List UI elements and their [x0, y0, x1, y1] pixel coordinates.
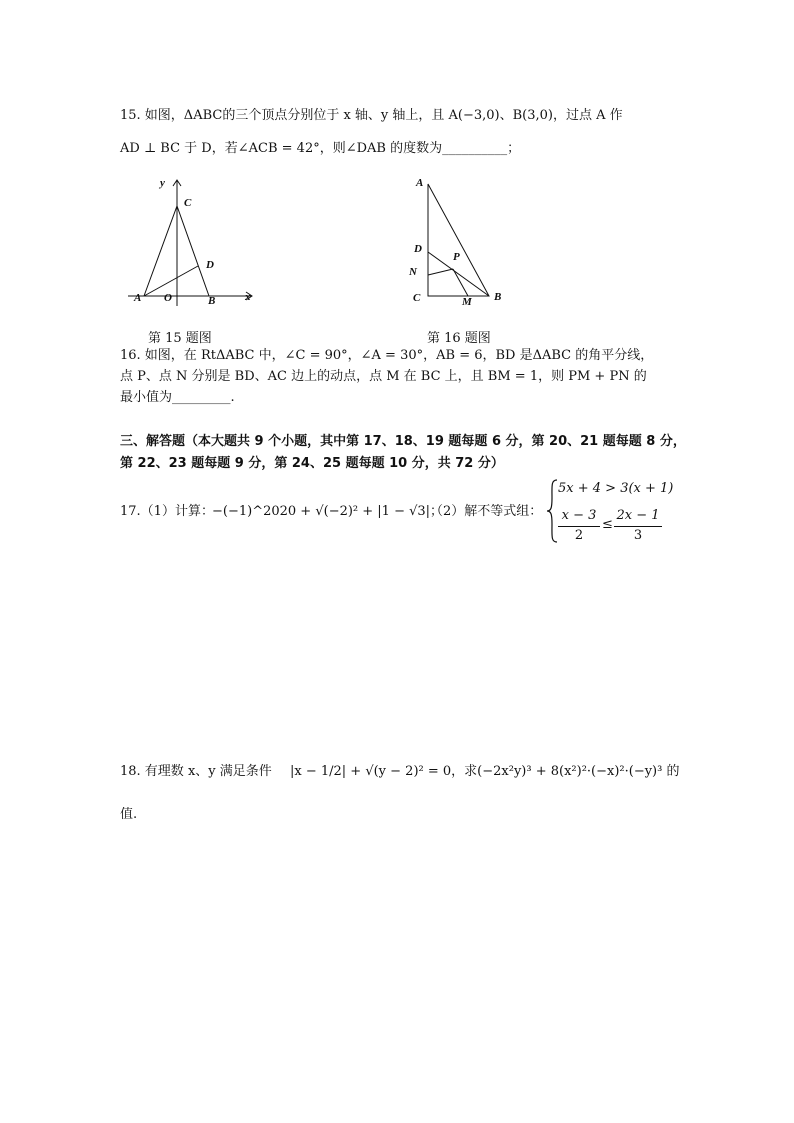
label-p: P: [453, 251, 460, 263]
q18-prefix: 18. 有理数 x、y 满足条件: [120, 764, 272, 779]
label-y: y: [160, 177, 165, 189]
q16-line3: 最小值为_________.: [120, 390, 235, 405]
fig16-caption: 第 16 题图: [427, 331, 491, 346]
ineq2-left-num: x − 3: [561, 508, 597, 523]
label-c: C: [184, 197, 192, 209]
q17-expr: −(−1)^2020 + √(−2)² + |1 − √3|；: [212, 504, 444, 519]
ineq2-op: ≤: [602, 517, 613, 532]
q15-line1: 15. 如图，ΔABC的三个顶点分别位于 x 轴、y 轴上，且 A(−3,0)、B(3,0)，过点 A 作: [120, 108, 623, 123]
q17-ineq1: 5x + 4 > 3(x + 1): [558, 481, 674, 496]
label-x: x: [245, 291, 251, 303]
section3-line2: 第 22、23 题每题 9 分，第 24、25 题每题 10 分，共 72 分）: [120, 456, 504, 471]
q17-prefix: 17.（1）计算：: [120, 504, 214, 519]
label-n: N: [409, 266, 417, 278]
label-b: B: [494, 291, 502, 303]
fig15-caption: 第 15 题图: [148, 331, 212, 346]
brace-icon: [545, 478, 559, 544]
segment-pm: [453, 269, 468, 296]
ineq2-right-den: 3: [633, 528, 643, 543]
q18-line2: 值.: [120, 807, 138, 822]
q15-line2: AD ⊥ BC 于 D，若∠ACB = 42°，则∠DAB 的度数为__________；: [120, 141, 521, 156]
label-d: D: [414, 243, 422, 255]
figure-16: [405, 172, 515, 312]
ineq2-left-den: 2: [574, 528, 584, 543]
label-m: M: [462, 296, 472, 308]
segment-pn: [428, 269, 453, 275]
label-a: A: [416, 177, 424, 189]
q18-expr: |x − 1/2| + √(y − 2)² = 0，求(−2x²y)³ + 8(x²)²·(−x)²·(−y)³ 的: [290, 764, 680, 779]
section3-line1: 三、解答题（本大题共 9 个小题，其中第 17、18、19 题每题 6 分，第 20、21 题每题 8 分，: [120, 434, 686, 449]
label-o: O: [164, 292, 172, 304]
q17-part2: （2）解不等式组：: [430, 504, 543, 519]
label-d: D: [206, 259, 214, 271]
ineq2-right-num: 2x − 1: [616, 508, 660, 523]
label-c: C: [413, 292, 421, 304]
label-a: A: [134, 292, 142, 304]
q16-line1: 16. 如图，在 RtΔABC 中，∠C = 90°，∠A = 30°，AB = 6，BD 是ΔABC 的角平分线，: [120, 348, 654, 363]
figure-15: [120, 172, 260, 312]
q16-line2: 点 P、点 N 分别是 BD、AC 边上的动点，点 M 在 BC 上，且 BM = 1，则 PM + PN 的: [120, 369, 647, 384]
label-b: B: [208, 295, 216, 307]
